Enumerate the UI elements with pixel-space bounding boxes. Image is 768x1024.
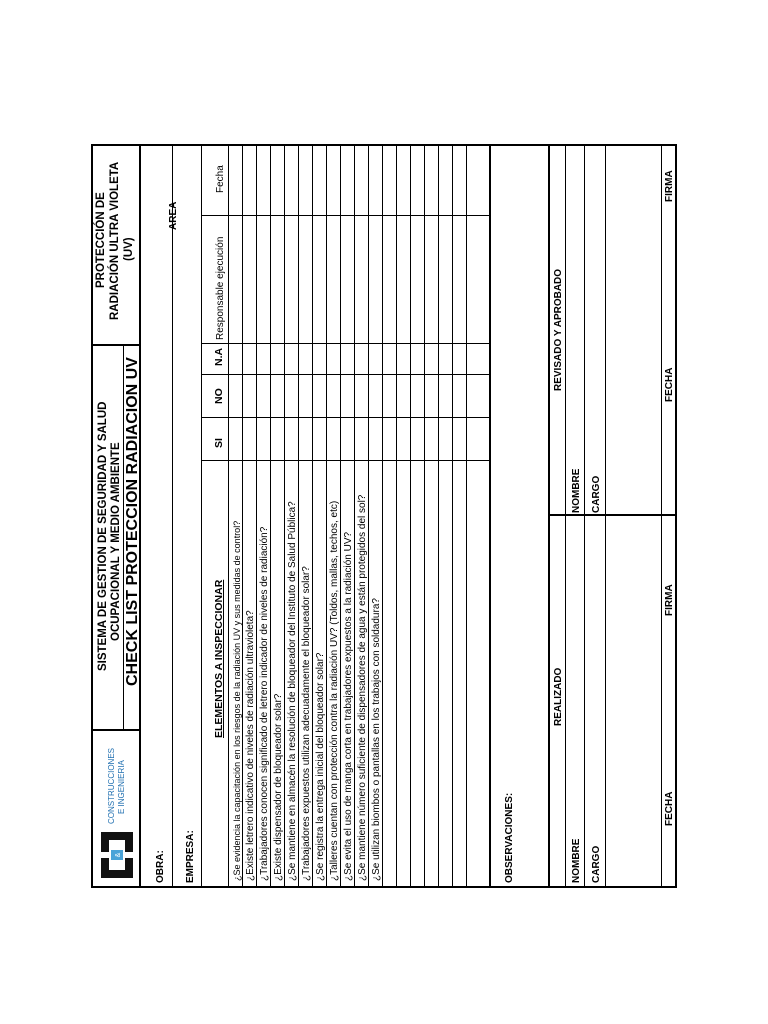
observaciones-label: OBSERVACIONES: [504, 792, 515, 883]
empresa-label: EMPRESA: [185, 830, 196, 883]
nombre-label-right: NOMBRE [571, 468, 582, 513]
col-header-no: NO [213, 388, 225, 404]
signature-area-left[interactable] [605, 516, 661, 886]
realizado-label: REALIZADO [553, 667, 564, 726]
observaciones-field[interactable] [515, 144, 548, 886]
list-item: ¿Se mantiene número suficiente de dispensadores de agua y están protegidos del sol? [357, 494, 368, 881]
list-item: ¿Talleres cuentan con protección contra la radiación UV? (Toldos, mallas, techos, etc) [329, 500, 340, 881]
answer-grid[interactable] [228, 144, 489, 461]
area-label: AREA [168, 201, 179, 230]
side-title-line3: (UV) [123, 237, 135, 261]
logo-text-line2: E INGENIERIA [117, 760, 126, 814]
list-item: ¿Existe letrero indicativo de niveles de radiación ultravioleta? [245, 610, 256, 881]
col-header-na: N.A [213, 347, 225, 366]
logo-text-line1: CONSTRUCCIONES [107, 747, 116, 824]
list-item: ¿Se utilizan biombos o pantallas en los trabajos con soldadura? [371, 598, 382, 881]
list-item: ¿Se mantiene en almacén la resolución de bloqueador del Instituto de Salud Pública? [287, 501, 298, 881]
col-header-responsable: Responsable ejecución [215, 236, 226, 340]
cargo-label-left: CARGO [591, 845, 602, 883]
checklist-form [91, 144, 677, 888]
system-title-line2: OCUPACIONAL Y MEDIO AMBIENTE [110, 442, 122, 641]
fecha-label-right: FECHA [664, 367, 675, 402]
signature-area-right[interactable] [605, 144, 661, 514]
list-item: ¿Se evidencia la capacitación en los riesgos de la radiación UV y sus medidas de control? [232, 520, 242, 881]
fecha-label-left: FECHA [664, 791, 675, 826]
firma-label-left: FIRMA [664, 584, 675, 616]
logo [95, 734, 139, 884]
list-item: ¿Se registra la entrega inicial del bloqueador solar? [315, 652, 326, 881]
firma-label-right: FIRMA [664, 170, 675, 202]
col-header-fecha: Fecha [215, 165, 226, 193]
company-logo-icon [95, 828, 139, 880]
side-title-line1: PROTECCIÓN DE [95, 192, 107, 288]
col-header-elements: ELEMENTOS A INSPECCIONAR [213, 579, 225, 738]
cargo-label-right: CARGO [591, 475, 602, 513]
list-item: ¿Trabajadores conocen significado de letrero indicador de niveles de radiación? [259, 526, 270, 881]
col-header-si: SI [213, 438, 225, 448]
obra-label: OBRA: [155, 850, 166, 883]
page-title: CHECK LIST PROTECCION RADIACION UV [124, 357, 141, 686]
list-item: ¿Existe dispensador de bloqueador solar? [273, 693, 284, 881]
nombre-label-left: NOMBRE [571, 838, 582, 883]
list-item: ¿Trabajadores expuestos utilizan adecuadamente el bloqueador solar? [301, 566, 312, 881]
side-title-line2: RADIACIÓN ULTRA VIOLETA [109, 161, 121, 320]
list-item: ¿Se evita el uso de manga corta en trabajadores expuestos a la radiación UV? [343, 531, 354, 881]
revisado-label: REVISADO Y APROBADO [553, 268, 564, 391]
system-title-line1: SISTEMA DE GESTION DE SEGURIDAD Y SALUD [97, 401, 109, 671]
svg-text:&: & [115, 852, 122, 858]
